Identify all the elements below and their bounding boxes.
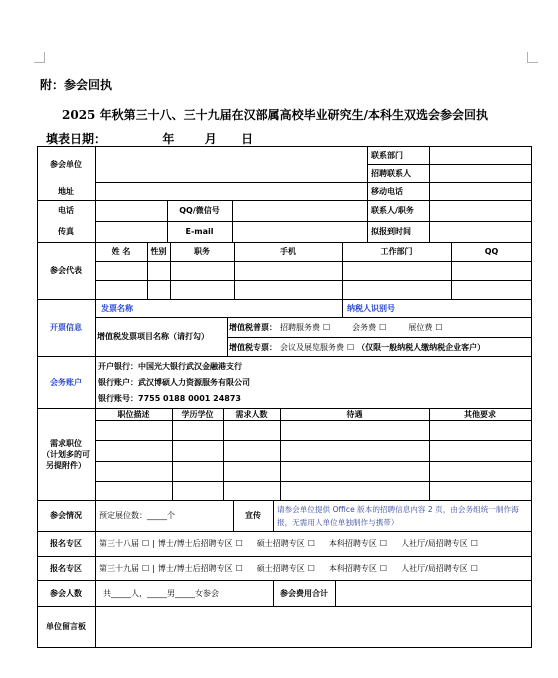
general-invoice-row — [229, 318, 529, 337]
zone-38-options: 第三十八届 ☐ | 博士/博士后招聘专区 ☐ 硕士招聘专区 ☐ 本科招聘专区 ☐ 人社厅/局招聘专区 ☐ — [99, 539, 478, 548]
checkbox-icon[interactable]: ☐ — [379, 323, 387, 332]
reps-label: 参会代表 — [50, 266, 82, 275]
contact-label: 招聘联系人 — [371, 168, 411, 178]
message-label: 单位留言板 — [46, 622, 86, 631]
invoice-title-field[interactable] — [177, 300, 341, 317]
special-invoice-prefix: 增值税专票： — [229, 342, 277, 352]
checkbox-icon[interactable]: ☐ — [379, 539, 388, 548]
checkbox-icon[interactable]: ☐ — [379, 563, 388, 573]
phone-field[interactable] — [96, 201, 166, 221]
checkbox-icon[interactable]: ☐ — [235, 539, 243, 548]
special-invoice-row — [229, 338, 531, 356]
unit-field[interactable] — [96, 147, 366, 182]
taxno-field[interactable] — [430, 300, 530, 317]
reps-row-2[interactable] — [96, 281, 531, 299]
reps-header-qq: QQ — [484, 247, 499, 256]
demand-row-4[interactable] — [96, 482, 531, 500]
demand-header-salary: 待遇 — [346, 409, 363, 419]
document-title: 2025 年秋第三十八、三十九届在汉部属高校毕业研究生/本科生双选会参会回执 — [62, 108, 488, 122]
zone-38-option-master[interactable]: 硕士招聘专区 — [256, 539, 305, 548]
demand-header-count: 需求人数 — [235, 409, 268, 419]
checkbox-icon[interactable]: ☐ — [347, 342, 355, 352]
date-label: 填表日期： — [46, 132, 107, 146]
checkbox-icon[interactable]: ☐ — [142, 563, 150, 573]
contact-field[interactable] — [430, 165, 530, 182]
demand-row-1[interactable] — [96, 421, 531, 440]
reps-header-dept: 工作部门 — [380, 247, 413, 256]
checkbox-icon[interactable]: ☐ — [470, 539, 478, 548]
reps-header-title: 职务 — [194, 247, 210, 256]
zone-38-option-hr[interactable]: 人社厅/局招聘专区 — [401, 539, 468, 548]
qq-field[interactable] — [233, 201, 366, 221]
attachment-heading: 附：参会回执 — [40, 78, 113, 92]
date-day: 日 — [241, 132, 254, 146]
promo-note: 请参会单位提供 Office 版本的招聘信息内容 2 页，由会务组统一制作海报，无需用人单位单独制作与携带） — [277, 505, 519, 527]
reps-header-name: 姓 名 — [111, 247, 131, 256]
unit-label: 参会单位 — [50, 159, 82, 169]
message-field[interactable] — [96, 607, 531, 647]
zone-38-option-bachelor[interactable]: 本科招聘专区 — [328, 539, 377, 548]
booth-label: 参会情况 — [50, 511, 82, 520]
demand-label-line-1: 需求职位 — [50, 438, 82, 448]
margin-corner-right — [527, 52, 538, 63]
demand-label-line-2: （计划多的可 — [42, 449, 90, 459]
arrival-label: 拟报到时间 — [371, 227, 411, 236]
zone-38-option-phd[interactable]: 博士/博士后招聘专区 — [157, 539, 233, 548]
fax-label: 传真 — [58, 227, 74, 236]
general-invoice-prefix: 增值税普票： — [229, 323, 277, 332]
margin-corner-left — [34, 52, 45, 63]
zone-39-options: 第三十九届 ☐ | 博士/博士后招聘专区 ☐ 硕士招聘专区 ☐ 本科招聘专区 ☐ 人社厅/局招聘专区 ☐ — [99, 563, 478, 573]
demand-row-3[interactable] — [96, 462, 531, 481]
fax-field[interactable] — [96, 222, 166, 242]
reps-row-1[interactable] — [96, 262, 531, 280]
reps-header-mobile: 手机 — [280, 247, 296, 256]
zone-38-session: 第三十八届 — [99, 539, 139, 548]
date-month: 月 — [204, 132, 217, 146]
demand-label — [37, 408, 95, 500]
mobile-field[interactable] — [430, 183, 530, 200]
email-label: E-mail — [185, 227, 214, 236]
taxno-label: 纳税人识别号 — [347, 303, 395, 313]
zone-39-session: 第三十九届 — [99, 563, 139, 573]
invoice-label: 开票信息 — [50, 323, 82, 332]
booth-count-field[interactable]: 预定展位数：_____个 — [99, 511, 175, 520]
checkbox-icon[interactable]: ☐ — [142, 539, 150, 548]
zone-39-option-phd[interactable]: 博士/博士后招聘专区 — [157, 563, 233, 573]
qq-label: QQ/微信号 — [179, 206, 220, 215]
checkbox-icon[interactable]: ☐ — [307, 563, 315, 573]
demand-row-2[interactable] — [96, 441, 531, 461]
account-label: 会务账户 — [50, 377, 82, 387]
special-option-exhibition[interactable]: 会议及展览服务费 — [280, 342, 344, 352]
date-year: 年 — [162, 132, 175, 146]
account-name: 银行账户：武汉博硕人力资源服务有限公司 — [98, 377, 250, 387]
zone-39-label: 报名专区 — [50, 563, 82, 573]
checkbox-icon[interactable]: ☐ — [435, 323, 443, 332]
account-bank: 开户银行：中国光大银行武汉金融港支行 — [98, 361, 242, 371]
phone-label: 电话 — [58, 206, 74, 215]
attend-count-field[interactable]: 共_____人，_____男_____女参会 — [103, 588, 219, 598]
demand-label-line-3: 另提附件） — [46, 460, 86, 470]
zone-39-option-bachelor[interactable]: 本科招聘专区 — [328, 563, 377, 573]
account-number: 银行账号：7755 0188 0001 24873 — [98, 393, 241, 403]
reps-header-gender: 性别 — [150, 247, 167, 256]
mobile-label: 移动电话 — [371, 186, 403, 196]
checkbox-icon[interactable]: ☐ — [323, 323, 331, 332]
checkbox-icon[interactable]: ☐ — [307, 539, 315, 548]
zone-39-option-master[interactable]: 硕士招聘专区 — [256, 563, 305, 573]
receipt-form-table — [37, 146, 532, 648]
general-option-conference[interactable]: 会务费 — [352, 323, 377, 332]
invoice-title-label: 发票名称 — [101, 303, 133, 313]
dept-label: 联系部门 — [371, 150, 403, 160]
demand-header-degree: 学历学位 — [181, 409, 214, 419]
demand-header-other: 其他要求 — [464, 409, 496, 419]
general-option-recruit[interactable]: 招聘服务费 — [280, 323, 320, 332]
dept-field[interactable] — [430, 147, 530, 164]
position-field[interactable] — [430, 201, 530, 221]
fill-date-row — [46, 130, 253, 147]
attend-label: 参会人数 — [50, 588, 82, 598]
promo-label: 宣传 — [245, 511, 261, 520]
fee-total-field[interactable] — [336, 581, 530, 606]
arrival-field[interactable] — [430, 222, 530, 242]
checkbox-icon[interactable]: ☐ — [235, 563, 243, 573]
address-field[interactable] — [96, 183, 366, 200]
position-label: 联系人/职务 — [371, 206, 414, 215]
demand-header-desc: 职位描述 — [117, 409, 150, 419]
email-field[interactable] — [233, 222, 366, 242]
address-label: 地址 — [58, 186, 74, 196]
fee-total-label: 参会费用合计 — [280, 588, 328, 598]
special-invoice-note: （仅限一般纳税人缴纳税企业客户） — [357, 342, 486, 352]
general-option-booth[interactable]: 展位费 — [408, 323, 433, 332]
zone-38-label: 报名专区 — [50, 539, 82, 548]
zone-39-option-hr[interactable]: 人社厅/局招聘专区 — [401, 563, 468, 573]
checkbox-icon[interactable]: ☐ — [470, 563, 478, 573]
invoice-item-name-label: 增值税发票项目名称（请打勾） — [97, 332, 209, 341]
